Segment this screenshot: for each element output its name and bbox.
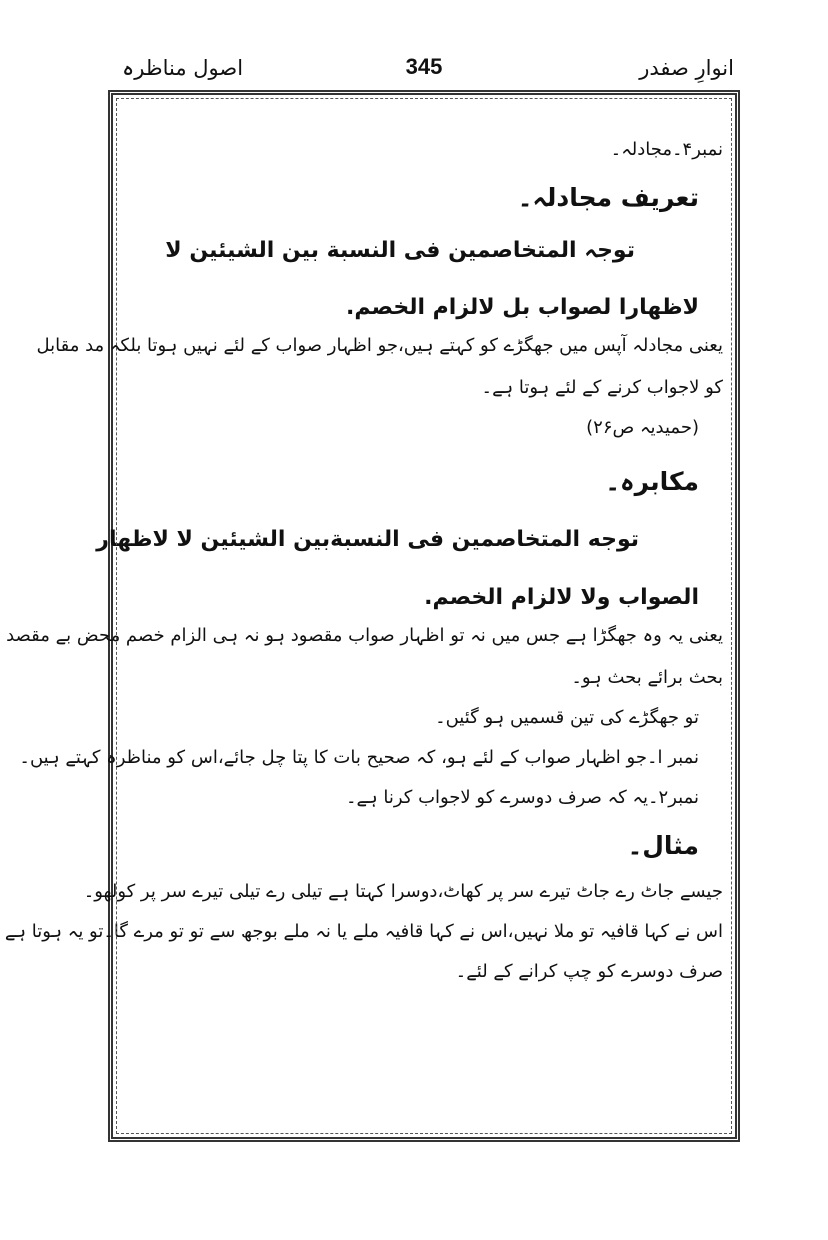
- arabic-definition-line: توجه المتخاصمین فی النسبةبین الشیئین لا لاظهار: [96, 527, 639, 552]
- urdu-list-item: نمبر۲۔یہ کہ صرف دوسرے کو لاجواب کرنا ہے۔: [345, 787, 699, 808]
- heading-example: مثال۔: [627, 831, 699, 860]
- page-frame: [4, 90, 740, 1142]
- urdu-paragraph-line: جیسے جاٹ رے جاٹ تیرے سر پر کھاٹ،دوسرا کہتا ہے تیلی رے تیلی تیرے سر پر کولھو۔: [83, 881, 723, 902]
- chapter-title: اصول مناظرہ: [122, 56, 244, 80]
- reference-citation: (حمیدیہ ص۲۶): [586, 417, 699, 438]
- arabic-definition-line: الصواب ولا لالزام الخصم.: [424, 585, 699, 610]
- arabic-definition-line: توجہ المتخاصمین فی النسبة بین الشیئین لا: [165, 238, 635, 263]
- heading-mukabara: مکابرہ۔: [605, 467, 699, 496]
- urdu-paragraph-line: یعنی مجادلہ آپس میں جھگڑے کو کہتے ہیں،جو اظہار صواب کے لئے نہیں ہوتا بلکہ مد مقابل: [36, 335, 723, 356]
- urdu-paragraph-line: کو لاجواب کرنے کے لئے ہوتا ہے۔: [481, 377, 723, 398]
- urdu-paragraph-line: صرف دوسرے کو چپ کرانے کے لئے۔: [455, 961, 723, 982]
- book-title: انوارِ صفدر: [639, 56, 734, 80]
- urdu-paragraph-line: تو جھگڑے کی تین قسمیں ہو گئیں۔: [435, 707, 699, 728]
- urdu-paragraph-line: یعنی یہ وہ جھگڑا ہے جس میں نہ تو اظہار صواب مقصود ہو نہ ہی الزام خصم محض بے مقصد: [6, 625, 723, 646]
- page-header: [108, 52, 740, 92]
- urdu-list-item: نمبر ا۔جو اظہار صواب کے لئے ہو، کہ صحیح بات کا پتا چل جائے،اس کو مناظرہ کہتے ہیں۔: [19, 747, 699, 768]
- section-number-heading: نمبر۴۔مجادلہ۔: [610, 139, 723, 160]
- urdu-paragraph-line: اس نے کہا قافیہ تو ملا نہیں،اس نے کہا قافیہ ملے یا نہ ملے بوجھ سے تو تو مرے گا۔تو یہ ہوتا ہے: [4, 921, 723, 942]
- page-body: [4, 95, 735, 1137]
- page-number: 345: [405, 54, 443, 79]
- definition-heading-mujadala: تعریف مجادلہ۔: [517, 183, 699, 212]
- urdu-paragraph-line: بحث برائے بحث ہو۔: [571, 667, 723, 688]
- arabic-definition-line: لاظهارا لصواب بل لالزام الخصم.: [346, 295, 699, 320]
